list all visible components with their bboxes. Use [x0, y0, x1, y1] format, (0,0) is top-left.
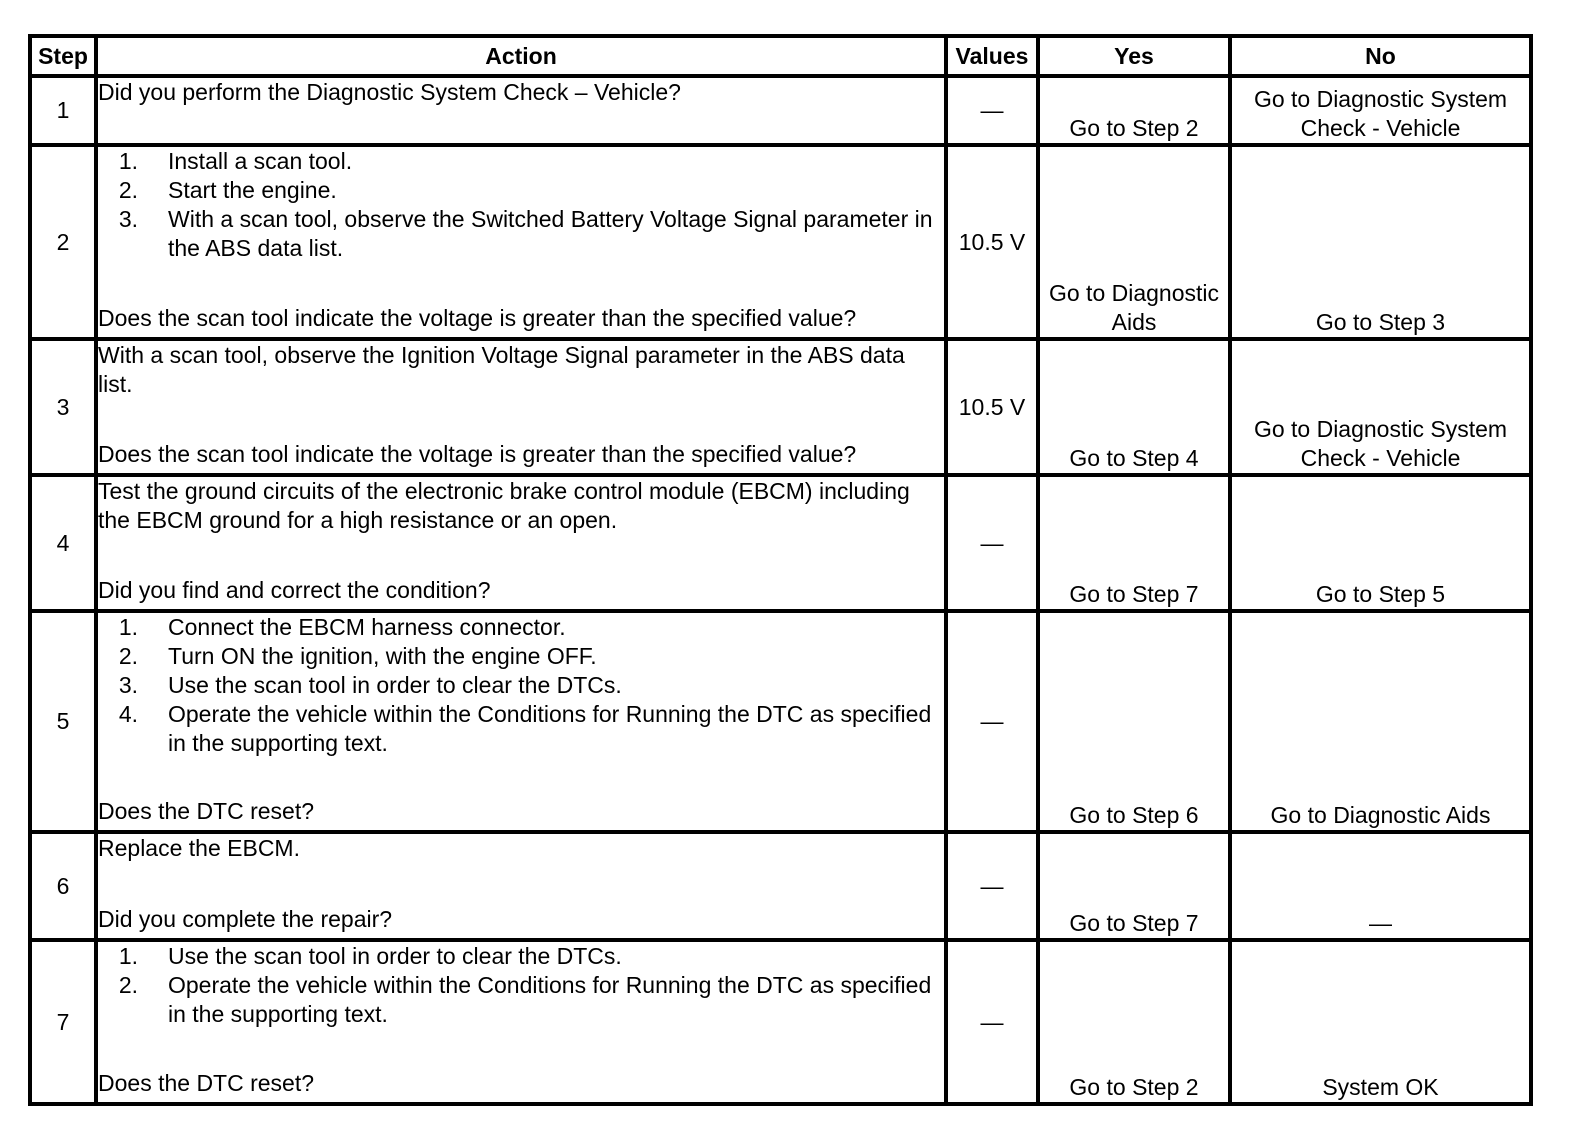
no-cell: Go to Diagnostic System Check - Vehicle: [1230, 339, 1531, 475]
action-text: Did you perform the Diagnostic System Check – Vehicle?: [98, 79, 681, 105]
action-text: Test the ground circuits of the electronic brake control module (EBCM) including the EBCM ground for a high resistance or an open.: [98, 478, 910, 533]
step-number: 1: [30, 76, 96, 145]
no-cell: —: [1230, 832, 1531, 940]
action-question: Does the scan tool indicate the voltage is greater than the specified value?: [98, 441, 857, 467]
action-steps: [98, 942, 944, 1029]
action-cell: [96, 339, 946, 475]
value-cell: —: [946, 475, 1038, 611]
table-row: [30, 76, 1531, 145]
action-cell: [96, 145, 946, 339]
list-item: 2. Start the engine.: [118, 177, 337, 203]
step-number: 5: [30, 611, 96, 832]
no-cell: Go to Step 5: [1230, 475, 1531, 611]
no-cell: Go to Diagnostic System Check - Vehicle: [1230, 76, 1531, 145]
header-no: No: [1230, 36, 1531, 76]
value-cell: —: [946, 940, 1038, 1104]
header-values: Values: [946, 36, 1038, 76]
action-cell: [96, 611, 946, 832]
action-question: Did you complete the repair?: [98, 906, 393, 932]
step-number: 3: [30, 339, 96, 475]
list-item: 2. Turn ON the ignition, with the engine OFF.: [118, 643, 597, 669]
diagnostic-table: [28, 34, 1533, 1106]
list-item: 1. Install a scan tool.: [118, 148, 353, 174]
action-cell: [96, 940, 946, 1104]
value-cell: —: [946, 611, 1038, 832]
yes-cell: Go to Step 2: [1038, 76, 1230, 145]
step-number: 6: [30, 832, 96, 940]
table-row: [30, 611, 1531, 832]
list-item: 1. Use the scan tool in order to clear the DTCs.: [118, 943, 622, 969]
step-number: 2: [30, 145, 96, 339]
list-item: 3. Use the scan tool in order to clear the DTCs.: [118, 672, 622, 698]
no-cell: System OK: [1230, 940, 1531, 1104]
action-steps: [98, 613, 944, 758]
list-item: 1. Connect the EBCM harness connector.: [118, 614, 566, 640]
yes-cell: Go to Step 2: [1038, 940, 1230, 1104]
action-question: Does the DTC reset?: [98, 798, 315, 824]
header-action: Action: [96, 36, 946, 76]
table-row: [30, 339, 1531, 475]
action-question: Does the scan tool indicate the voltage is greater than the specified value?: [98, 305, 857, 331]
value-cell: —: [946, 76, 1038, 145]
action-cell: [96, 76, 946, 145]
value-cell: —: [946, 832, 1038, 940]
list-item: 3. With a scan tool, observe the Switched Battery Voltage Signal parameter in the ABS data list.: [118, 206, 933, 261]
header-yes: Yes: [1038, 36, 1230, 76]
table-row: [30, 940, 1531, 1104]
yes-cell: Go to Diagnostic Aids: [1038, 145, 1230, 339]
yes-cell: Go to Step 4: [1038, 339, 1230, 475]
no-cell: Go to Diagnostic Aids: [1230, 611, 1531, 832]
header-row: [30, 36, 1531, 76]
action-question: Does the DTC reset?: [98, 1070, 315, 1096]
value-cell: 10.5 V: [946, 145, 1038, 339]
action-text: With a scan tool, observe the Ignition Voltage Signal parameter in the ABS data list.: [98, 342, 905, 397]
yes-cell: Go to Step 7: [1038, 475, 1230, 611]
no-cell: Go to Step 3: [1230, 145, 1531, 339]
action-cell: [96, 832, 946, 940]
action-steps: [98, 147, 944, 263]
value-cell: 10.5 V: [946, 339, 1038, 475]
action-text: Replace the EBCM.: [98, 835, 300, 861]
header-step: Step: [30, 36, 96, 76]
list-item: 2. Operate the vehicle within the Conditions for Running the DTC as specified in the supporting text.: [118, 972, 932, 1027]
action-question: Did you find and correct the condition?: [98, 577, 491, 603]
step-number: 7: [30, 940, 96, 1104]
yes-cell: Go to Step 6: [1038, 611, 1230, 832]
yes-cell: Go to Step 7: [1038, 832, 1230, 940]
step-number: 4: [30, 475, 96, 611]
list-item: 4. Operate the vehicle within the Conditions for Running the DTC as specified in the supporting text.: [118, 701, 932, 756]
table-row: [30, 145, 1531, 339]
table-row: [30, 475, 1531, 611]
table-row: [30, 832, 1531, 940]
action-cell: [96, 475, 946, 611]
